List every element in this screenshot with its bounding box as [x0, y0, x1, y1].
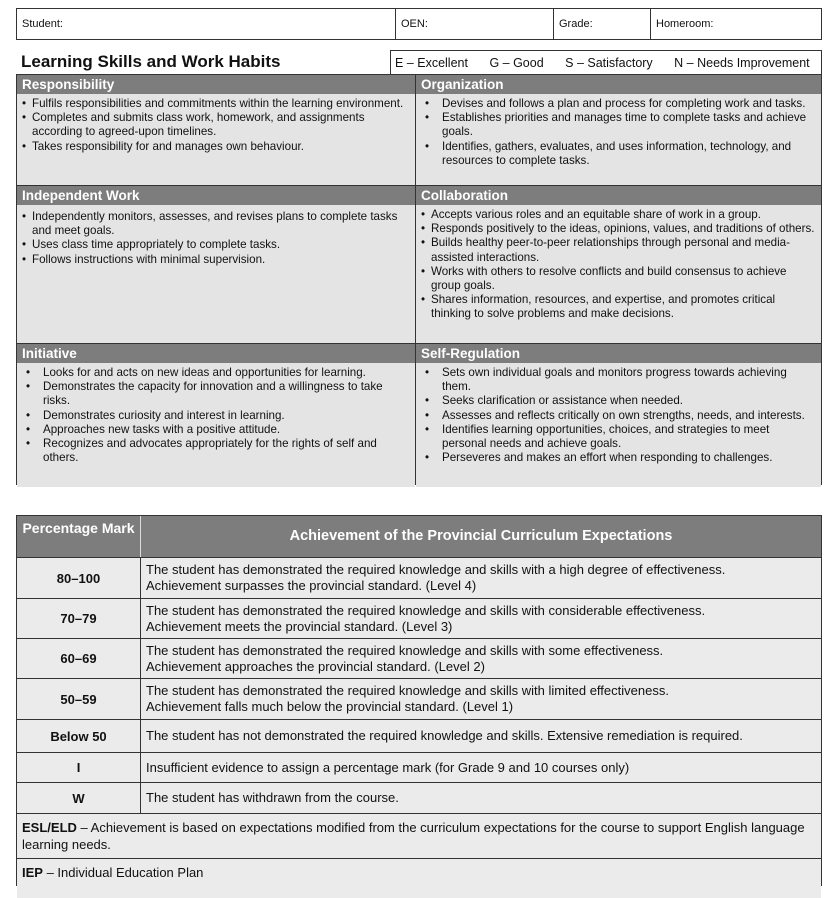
achievement-description	[146, 599, 818, 638]
student-label: Student:	[22, 18, 63, 30]
iep-note	[17, 858, 821, 898]
homeroom-label: Homeroom:	[656, 18, 714, 30]
grade-field[interactable]	[554, 9, 651, 39]
skill-item: • Works with others to resolve conflicts and build consensus to achieve group goals.	[420, 265, 817, 293]
achievement-header: Achievement of the Provincial Curriculum Expectations	[289, 528, 673, 544]
oen-label: OEN:	[401, 18, 428, 30]
percentage-mark: Below 50	[17, 720, 141, 752]
skill-self-regulation	[416, 344, 821, 487]
achievement-row	[17, 752, 821, 782]
skill-item: • Perseveres and makes an effort when responding to challenges.	[420, 451, 817, 465]
student-info-header	[16, 8, 822, 40]
note-term: ESL/ELD	[22, 820, 77, 835]
skill-item: • Accepts various roles and an equitable share of work in a group.	[420, 208, 817, 222]
grade-label: Grade:	[559, 18, 593, 30]
achievement-row	[17, 719, 821, 752]
skill-item: • Takes responsibility for and manages own behaviour.	[21, 140, 411, 154]
homeroom-field[interactable]	[651, 9, 821, 39]
skill-item: • Demonstrates curiosity and interest in learning.	[21, 409, 411, 423]
skill-item: • Seeks clarification or assistance when needed.	[420, 394, 817, 408]
skill-independent-work	[17, 186, 415, 348]
skill-heading: Organization	[416, 75, 821, 94]
achievement-description	[146, 753, 818, 782]
skill-heading: Self-Regulation	[416, 344, 821, 363]
learning-skills-grid	[16, 74, 822, 485]
legend-excellent: E – Excellent	[395, 56, 468, 70]
rating-legend	[390, 50, 822, 74]
description-line: The student has withdrawn from the course.	[146, 790, 399, 805]
skill-heading: Independent Work	[17, 186, 415, 205]
skill-body	[416, 94, 821, 188]
achievement-description	[146, 639, 818, 678]
achievement-row	[17, 678, 821, 719]
description-line: The student has demonstrated the required knowledge and skills with a high degree of effectiveness.	[146, 562, 726, 577]
skill-item: • Identifies learning opportunities, choices, and strategies to meet personal needs and achieve goals.	[420, 423, 817, 451]
skill-body	[17, 205, 415, 348]
skill-heading: Initiative	[17, 344, 415, 363]
skill-organization	[416, 75, 821, 188]
description-line: Insufficient evidence to assign a percentage mark (for Grade 9 and 10 courses only)	[146, 759, 630, 775]
skill-item: • Recognizes and advocates appropriately for the rights of self and others.	[21, 437, 411, 465]
skill-item: • Demonstrates the capacity for innovation and a willingness to take risks.	[21, 380, 411, 408]
description-line: The student has demonstrated the required knowledge and skills with some effectiveness.	[146, 642, 664, 658]
legend-good: G – Good	[489, 56, 544, 70]
skill-item: • Builds healthy peer-to-peer relationships through personal and media-assisted interactions.	[420, 236, 817, 264]
description-line: Achievement surpasses the provincial standard. (Level 4)	[146, 578, 477, 593]
skill-body	[416, 363, 821, 487]
skill-heading: Responsibility	[17, 75, 415, 94]
achievement-row	[17, 782, 821, 813]
skill-collaboration	[416, 186, 821, 346]
esl-eld-note	[17, 813, 821, 858]
achievement-description	[146, 720, 818, 752]
skill-item: • Uses class time appropriately to complete tasks.	[21, 238, 411, 252]
percentage-mark: 80–100	[17, 558, 141, 598]
percentage-mark: I	[17, 753, 141, 782]
percentage-mark: 60–69	[17, 639, 141, 678]
skill-body	[17, 363, 415, 487]
note-text: – Achievement is based on expectations modified from the curriculum expectations for the course to support English language learning needs.	[22, 820, 805, 852]
percentage-mark: 50–59	[17, 679, 141, 719]
achievement-row	[17, 638, 821, 678]
skill-item: • Devises and follows a plan and process for completing work and tasks.	[420, 97, 817, 111]
note-text: – Individual Education Plan	[42, 865, 204, 880]
skill-item: • Sets own individual goals and monitors progress towards achieving them.	[420, 366, 817, 394]
description-line: Achievement meets the provincial standard. (Level 3)	[146, 618, 453, 634]
description-line: Achievement approaches the provincial standard. (Level 2)	[146, 658, 485, 674]
description-line: The student has demonstrated the required knowledge and skills with limited effectiveness.	[146, 683, 669, 698]
note-term: IEP	[22, 865, 43, 880]
skill-item: • Fulfils responsibilities and commitments within the learning environment.	[21, 97, 411, 111]
skill-item: • Looks for and acts on new ideas and opportunities for learning.	[21, 366, 411, 380]
achievement-description	[146, 679, 818, 719]
percentage-mark-header: Percentage Mark	[17, 516, 141, 557]
legend-satisfactory: S – Satisfactory	[565, 56, 653, 70]
skill-body	[17, 94, 415, 188]
student-field[interactable]	[17, 9, 396, 39]
achievement-table-header	[17, 516, 821, 557]
achievement-row	[17, 598, 821, 638]
learning-skills-title: Learning Skills and Work Habits	[21, 52, 281, 71]
skill-item: • Independently monitors, assesses, and revises plans to complete tasks and meet goals.	[21, 210, 411, 238]
percentage-mark: W	[17, 783, 141, 813]
skill-item: • Approaches new tasks with a positive attitude.	[21, 423, 411, 437]
achievement-table	[16, 515, 822, 886]
skill-item: • Identifies, gathers, evaluates, and uses information, technology, and resources to complete tasks.	[420, 140, 817, 168]
skill-item: • Establishes priorities and manages time to complete tasks and achieve goals.	[420, 111, 817, 139]
skill-item: • Completes and submits class work, homework, and assignments according to agreed-upon timelines.	[21, 111, 411, 139]
description-line: The student has not demonstrated the required knowledge and skills. Extensive remediation is required.	[146, 728, 743, 743]
skill-item: • Follows instructions with minimal supervision.	[21, 253, 411, 267]
skill-item: • Responds positively to the ideas, opinions, values, and traditions of others.	[420, 222, 817, 236]
description-line: Achievement falls much below the provincial standard. (Level 1)	[146, 699, 514, 714]
skill-heading: Collaboration	[416, 186, 821, 205]
achievement-description	[146, 783, 818, 813]
skill-body	[416, 205, 821, 346]
skill-item: • Assesses and reflects critically on own strengths, needs, and interests.	[420, 409, 817, 423]
skill-initiative	[17, 344, 415, 487]
percentage-mark: 70–79	[17, 599, 141, 638]
achievement-row	[17, 557, 821, 598]
oen-field[interactable]	[396, 9, 554, 39]
legend-needs-improvement: N – Needs Improvement	[674, 56, 810, 70]
description-line: The student has demonstrated the required knowledge and skills with considerable effectiveness.	[146, 602, 706, 618]
skill-responsibility	[17, 75, 415, 188]
achievement-description	[146, 558, 818, 598]
skill-item: • Shares information, resources, and expertise, and promotes critical thinking to solve problems and make decisions.	[420, 293, 817, 321]
